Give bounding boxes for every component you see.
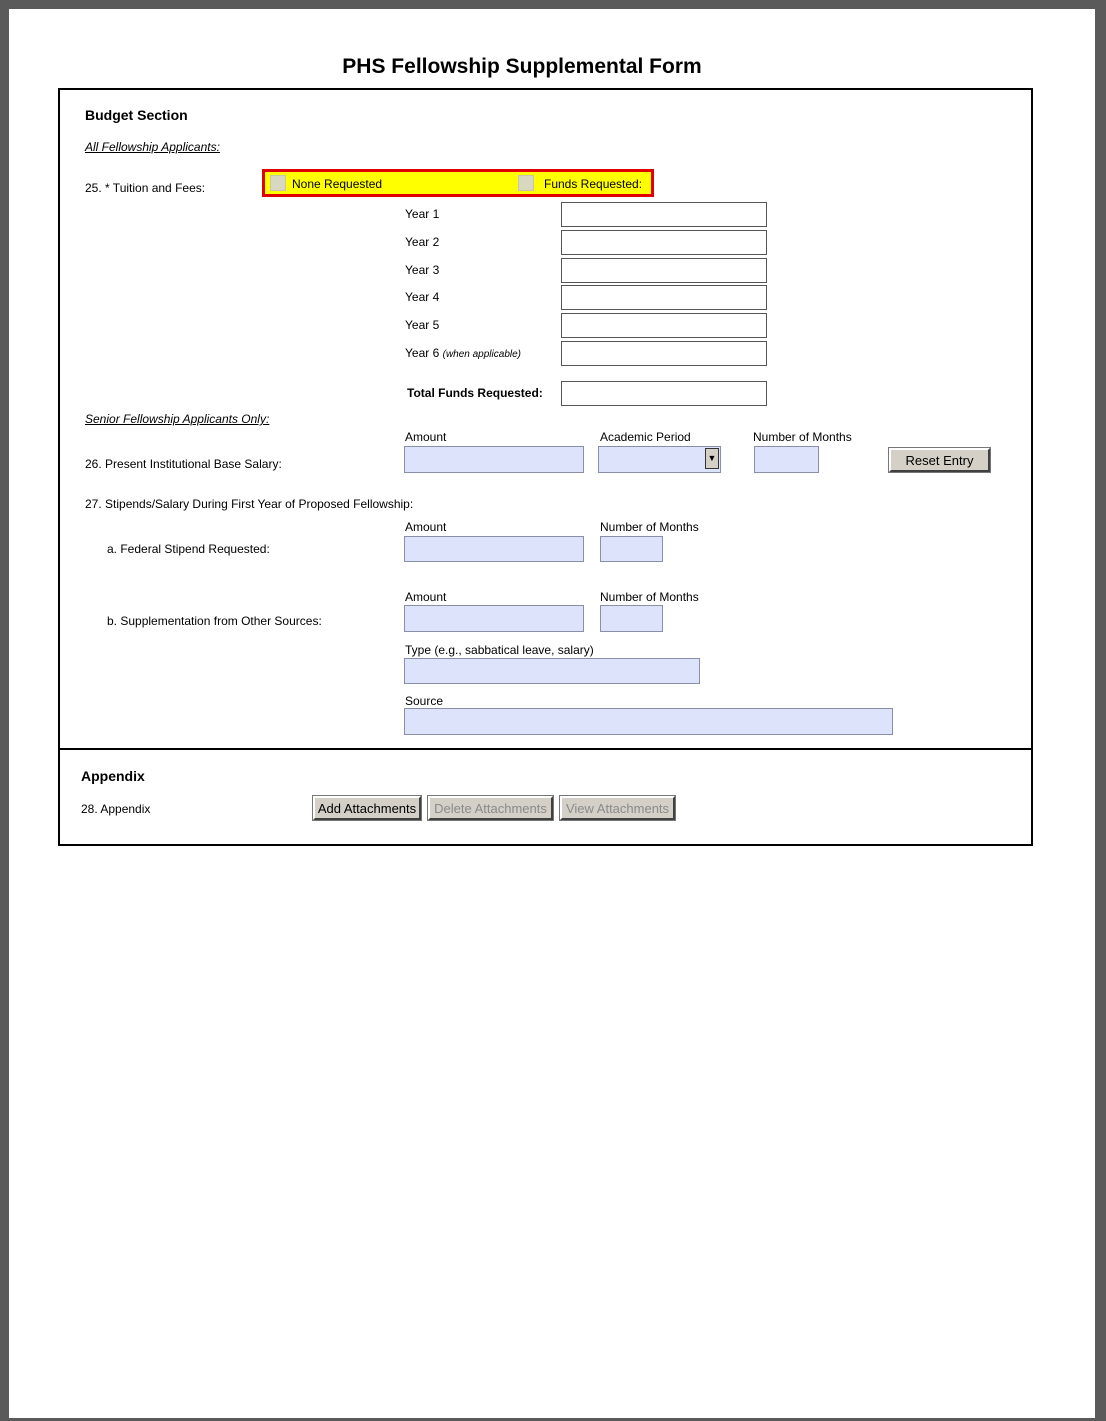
supplementation-months-input[interactable] [600, 605, 663, 632]
year-1-input[interactable] [561, 202, 767, 227]
q27-label: 27. Stipends/Salary During First Year of Proposed Fellowship: [85, 497, 414, 511]
year-4-input[interactable] [561, 285, 767, 310]
year-5-label: Year 5 [405, 318, 440, 332]
year-2-input[interactable] [561, 230, 767, 255]
q27b-label: b. Supplementation from Other Sources: [107, 614, 322, 628]
reset-entry-button[interactable]: Reset Entry [889, 448, 990, 472]
year-3-input[interactable] [561, 258, 767, 283]
total-funds-label: Total Funds Requested: [407, 386, 543, 400]
source-label: Source [405, 694, 444, 708]
year-4-label: Year 4 [405, 290, 440, 304]
q27a-months-label: Number of Months [600, 520, 699, 534]
senior-applicants-label: Senior Fellowship Applicants Only: [85, 412, 270, 426]
base-salary-amount-input[interactable] [404, 446, 584, 473]
federal-stipend-months-input[interactable] [600, 536, 663, 562]
none-requested-checkbox[interactable] [270, 175, 286, 191]
federal-stipend-amount-input[interactable] [404, 536, 584, 562]
q27a-amount-label: Amount [405, 520, 447, 534]
q27b-amount-label: Amount [405, 590, 447, 604]
q28-label: 28. Appendix [81, 802, 151, 816]
supplementation-amount-input[interactable] [404, 605, 584, 632]
q25-label: 25. * Tuition and Fees: [85, 181, 206, 195]
none-requested-label: None Requested [292, 177, 383, 191]
q26-period-label: Academic Period [600, 430, 691, 444]
chevron-down-icon[interactable]: ▼ [705, 448, 719, 469]
funds-requested-checkbox[interactable] [518, 175, 534, 191]
year-6-input[interactable] [561, 341, 767, 366]
add-attachments-button[interactable]: Add Attachments [313, 796, 421, 820]
q27a-label: a. Federal Stipend Requested: [107, 542, 270, 556]
year-3-label: Year 3 [405, 263, 440, 277]
all-applicants-label: All Fellowship Applicants: [85, 140, 220, 154]
total-funds-input[interactable] [561, 381, 767, 406]
year-2-label: Year 2 [405, 235, 440, 249]
academic-period-select[interactable] [598, 446, 721, 473]
appendix-heading: Appendix [81, 768, 145, 784]
q27b-months-label: Number of Months [600, 590, 699, 604]
delete-attachments-button[interactable]: Delete Attachments [428, 796, 553, 820]
year-6-label: Year 6 (when applicable) [405, 346, 521, 360]
q26-label: 26. Present Institutional Base Salary: [85, 457, 282, 471]
type-label: Type (e.g., sabbatical leave, salary) [405, 643, 594, 657]
page-title: PHS Fellowship Supplemental Form [342, 55, 702, 78]
q26-amount-label: Amount [405, 430, 447, 444]
form-page [9, 9, 1095, 1418]
view-attachments-button[interactable]: View Attachments [560, 796, 675, 820]
funds-requested-label: Funds Requested: [544, 177, 643, 191]
supplementation-type-input[interactable] [404, 658, 700, 684]
year-1-label: Year 1 [405, 207, 440, 221]
base-salary-months-input[interactable] [754, 446, 819, 473]
budget-section-heading: Budget Section [85, 107, 188, 123]
q26-months-label: Number of Months [753, 430, 852, 444]
year-5-input[interactable] [561, 313, 767, 338]
supplementation-source-input[interactable] [404, 708, 893, 735]
year-6-note: (when applicable) [442, 349, 521, 360]
